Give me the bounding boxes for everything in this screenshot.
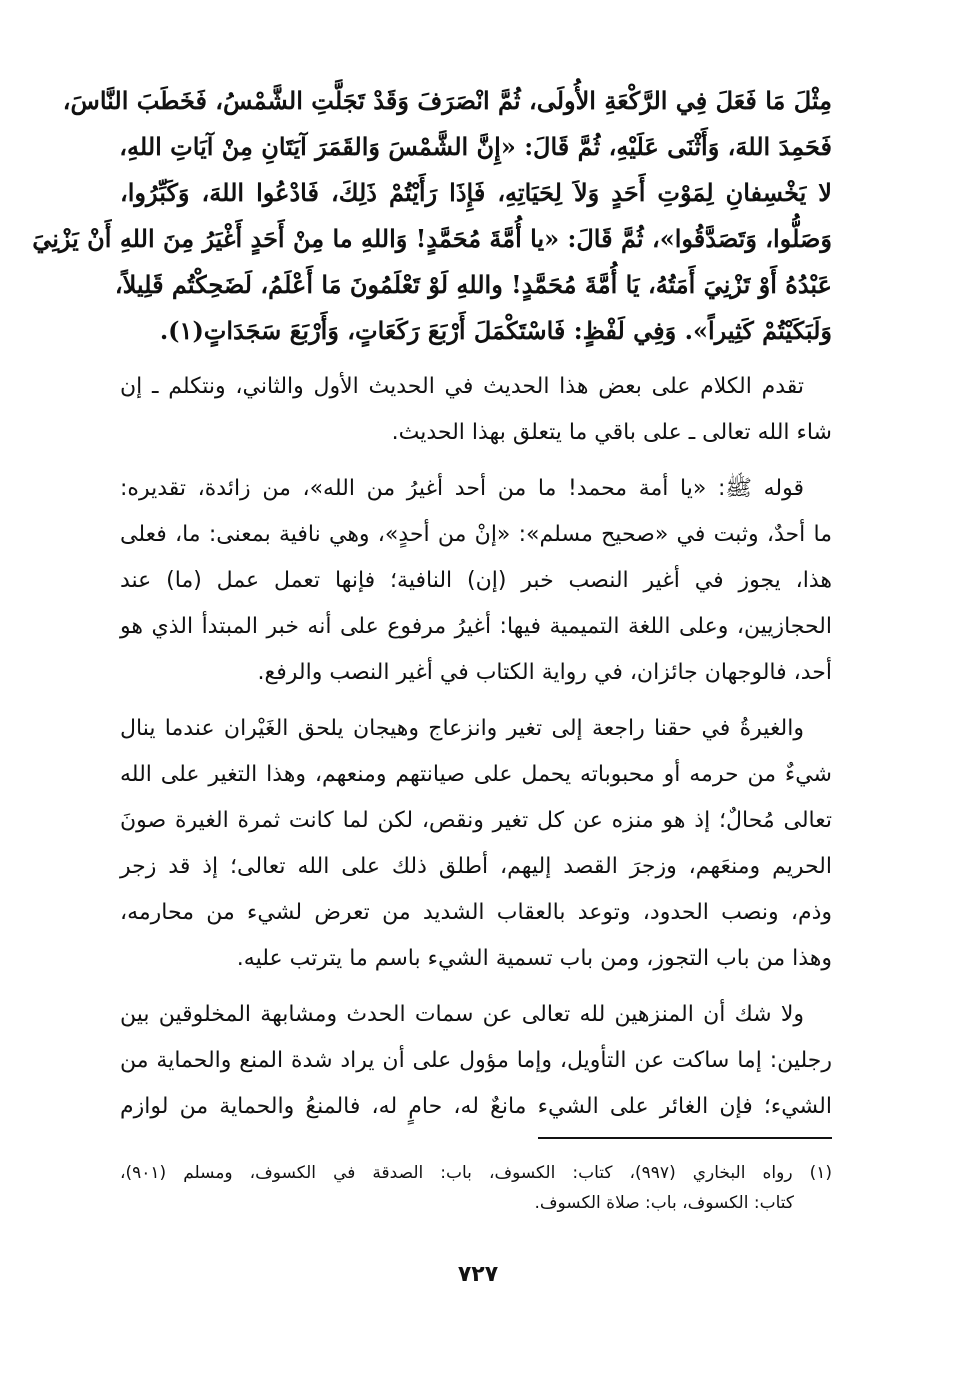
paragraph-line: شيءٌ من حرمه أو محبوباته يحمل على صيانتهم ومنعهم، وهذا التغير على الله (120, 762, 832, 787)
paragraph-line: والغيرةُ في حقنا راجعة إلى تغير وانزعاج وهيجان يلحق الغَيْران عندما ينال (120, 716, 804, 741)
page-body (32, 78, 832, 1130)
paragraph-line: ما أحدٌ، وثبت في «صحيح مسلم»: «إنْ من أحدٍ»، وهي نافية بمعنى: ما، فعلى (120, 522, 832, 547)
hadith-line: وَلَبَكَيْتُمْ كَثِيراً». وَفِي لَفْظٍ: فَاسْتَكْمَلَ أَرْبَعَ رَكَعَاتٍ، وَأَرْبَعَ سَجَدَاتٍ(١). (159, 316, 832, 345)
hadith-line: مِثْلَ مَا فَعَلَ فِي الرَّكْعَةِ الأُولَى، ثُمَّ انْصَرَفَ وَقَدْ تَجَلَّتِ الشَّمْسُ، فَخَطَبَ النَّاسَ، (62, 86, 832, 115)
paragraph-4 (120, 992, 832, 1130)
footnote-divider (538, 1137, 832, 1139)
paragraph-line: هذا، يجوز في أغير النصب خبر (إن) النافية؛ فإنها تعمل عمل (ما) عند (120, 568, 832, 593)
hadith-line: عَبْدُهُ أَوْ تَزْنِيَ أَمَتُهُ، يَا أُمَّةَ مُحَمَّدٍ! واللهِ لَوْ تَعْلَمُونَ مَا أَعْلَمُ، لَضَحِكْتُم قَلِيلاً، (114, 270, 832, 299)
paragraph-3 (120, 706, 832, 982)
paragraph-line: قوله ﷺ: «يا أمة محمد! ما من أحد أغيرُ من الله»، من زائدة، تقديره: (120, 476, 804, 501)
paragraph-line: رجلين: إما ساكت عن التأويل، وإما مؤول على أن يراد شدة المنع والحماية من (120, 1048, 832, 1073)
hadith-line: فَحَمِدَ اللهَ، وَأَثْنَى عَلَيْهِ، ثُمَّ قَالَ: «إِنَّ الشَّمْسَ وَالقَمَرَ آيَتَانِ مِنْ آيَاتِ اللهِ، (119, 132, 832, 161)
paragraph-line: تعالى مُحالٌ؛ إذ هو منزه عن كل تغير ونقص، لكن لما كانت ثمرة الغيرة صونَ (120, 808, 832, 833)
footnote-line: كتاب: الكسوف، باب: صلاة الكسوف. (534, 1193, 794, 1213)
paragraph-line: شاء الله تعالى ـ على باقي ما يتعلق بهذا الحديث. (391, 420, 832, 445)
paragraph-line: وهذا من باب التجوز، ومن باب تسمية الشيء باسم ما يترتب عليه. (236, 946, 832, 971)
footnotes (120, 1158, 832, 1218)
paragraph-2 (120, 466, 832, 696)
page-number: ٧٢٧ (457, 1262, 499, 1287)
paragraph-1 (120, 364, 832, 456)
paragraph-line: تقدم الكلام على بعض هذا الحديث في الحديث الأول والثاني، ونتكلم ـ إن (120, 374, 804, 399)
paragraph-line: ولا شك أن المنزهين لله تعالى عن سمات الحدث ومشابهة المخلوقين بين (120, 1002, 804, 1027)
paragraph-line: الحريم ومنعَهم، وزجرَ القصد إليهم، أطلق ذلك على الله تعالى؛ إذ قد زجر (120, 854, 832, 879)
commentary-text (120, 364, 832, 1130)
hadith-line: وَصَلُّوا، وَتَصَدَّقُوا»، ثُمَّ قَالَ: «يا أُمَّةَ مُحَمَّدٍ! وَاللهِ ما مِنْ أَحَدٍ أَغْيَرُ مِنَ اللهِ أَنْ يَزْنِيَ (32, 224, 832, 253)
paragraph-line: أحد، فالوجهان جائزان، في رواية الكتاب في أغير النصب والرفع. (257, 660, 832, 685)
footnote-line: (١) رواه البخاري (٩٩٧)، كتاب: الكسوف، باب: الصدقة في الكسوف، ومسلم (٩٠١)، (120, 1163, 832, 1183)
paragraph-line: وذم، ونصب الحدود، وتوعد بالعقاب الشديد من تعرض لشيء من محارمه، (120, 900, 832, 925)
paragraph-line: الشيء؛ فإن الغائر على الشيء مانعٌ له، حامٍ له، فالمنعُ والحماية من لوازم (120, 1094, 832, 1119)
hadith-text (32, 78, 832, 354)
paragraph-line: الحجازيين، وعلى اللغة التميمية فيها: أغيرُ مرفوع على أنه خبر المبتدأ الذي هو (120, 614, 832, 639)
hadith-line: لا يَخْسِفانِ لِمَوْتِ أَحَدٍ وَلاَ لِحَيَاتِهِ، فَإِذَا رَأَيْتُمْ ذَلِكَ، فَادْعُوا اللهَ، وَكَبِّرُوا، (120, 178, 832, 207)
